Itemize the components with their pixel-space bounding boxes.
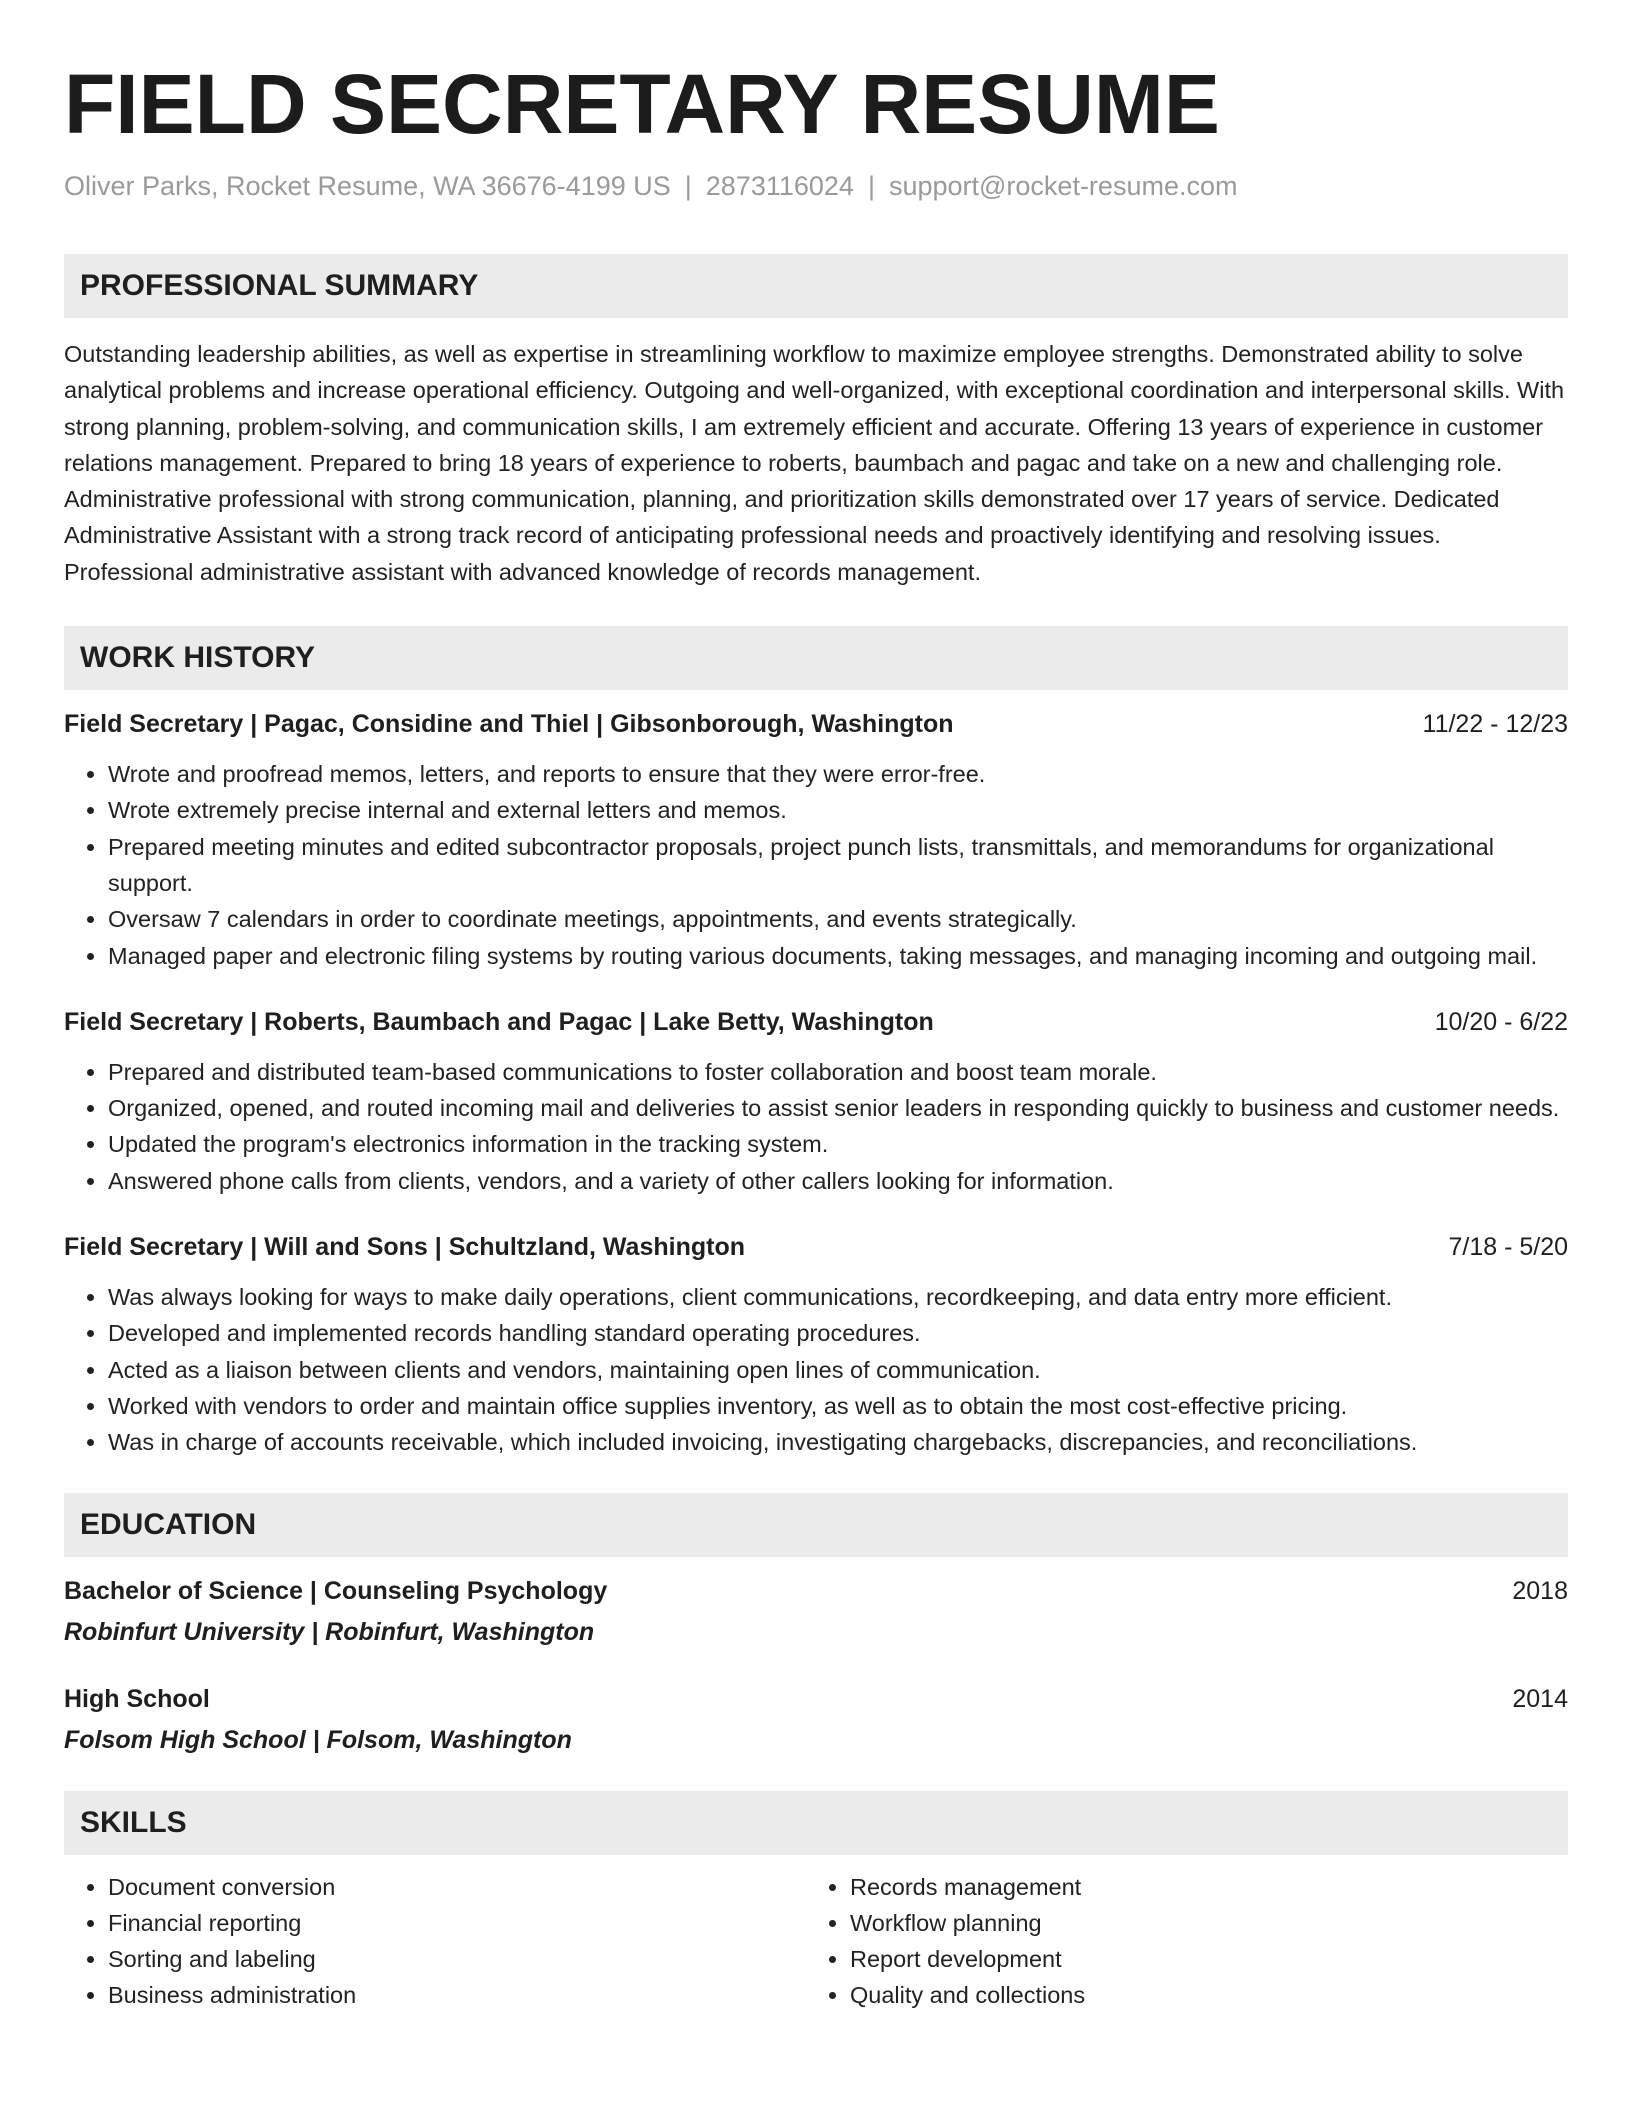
education-entry: [64, 1681, 1568, 1759]
job-entry: [64, 1229, 1568, 1460]
job-header: [64, 1229, 1568, 1265]
skill-item: • Workflow planning: [850, 1905, 1548, 1941]
contact-line: [64, 168, 1568, 204]
job-bullet: • Managed paper and electronic filing systems by routing various documents, taking messages, and managing incoming and outgoing mail.: [108, 938, 1568, 974]
contact-address: Oliver Parks, Rocket Resume, WA 36676-4199 US: [64, 171, 671, 201]
job-bullet: • Oversaw 7 calendars in order to coordinate meetings, appointments, and events strategically.: [108, 901, 1568, 937]
job-entry: [64, 1004, 1568, 1199]
job-dates: 7/18 - 5/20: [1448, 1233, 1568, 1262]
contact-separator: |: [684, 171, 692, 201]
skills-heading: SKILLS: [64, 1791, 1568, 1855]
job-title: Field Secretary | Will and Sons | Schultzland, Washington: [64, 1233, 745, 1262]
job-bullet: • Developed and implemented records handling standard operating procedures.: [108, 1315, 1568, 1351]
education-year: 2018: [1512, 1576, 1568, 1605]
education-entry: [64, 1573, 1568, 1651]
job-bullet: • Organized, opened, and routed incoming mail and deliveries to assist senior leaders in responding quickly to business and customer needs.: [108, 1090, 1568, 1126]
education-degree: Bachelor of Science | Counseling Psychology: [64, 1576, 608, 1605]
job-header: [64, 706, 1568, 742]
summary-text: Outstanding leadership abilities, as well as expertise in streamlining workflow to maximize employee strengths. Demonstrated ability to solve analytical problems and increase operational efficiency. Outgoing and well-organized, with exceptional coordination and interpersonal skills. With strong planning, problem-solving, and communication skills, I am extremely efficient and accurate. Offering 13 years of experience in customer relations management. Prepared to bring 18 years of experience to roberts, baumbach and pagac and take on a new and challenging role. Administrative professional with strong communication, planning, and prioritization skills demonstrated over 17 years of service. Dedicated Administrative Assistant with a strong track record of anticipating professional needs and proactively identifying and resolving issues. Professional administrative assistant with advanced knowledge of records management.: [64, 341, 1565, 585]
skill-item: • Business administration: [108, 1977, 806, 2013]
job-bullet: • Updated the program's electronics information in the tracking system.: [108, 1126, 1568, 1162]
job-bullet: • Acted as a liaison between clients and vendors, maintaining open lines of communication.: [108, 1352, 1568, 1388]
job-entry: [64, 706, 1568, 974]
job-bullet: • Prepared and distributed team-based communications to foster collaboration and boost team morale.: [108, 1054, 1568, 1090]
skills-list: [64, 1869, 1568, 2014]
skill-item: • Report development: [850, 1941, 1548, 1977]
job-bullet: • Was in charge of accounts receivable, which included invoicing, investigating chargebacks, discrepancies, and reconciliations.: [108, 1424, 1568, 1460]
skills-column-left: [64, 1869, 806, 2014]
contact-email: support@rocket-resume.com: [888, 171, 1238, 201]
skill-item: • Records management: [850, 1869, 1548, 1905]
job-bullet: • Wrote extremely precise internal and external letters and memos.: [108, 792, 1568, 828]
job-bullet: • Was always looking for ways to make daily operations, client communications, recordkeeping, and data entry more efficient.: [108, 1279, 1568, 1315]
job-dates: 10/20 - 6/22: [1434, 1007, 1568, 1036]
job-bullet: • Prepared meeting minutes and edited subcontractor proposals, project punch lists, transmittals, and memorandums for organizational support.: [108, 829, 1568, 902]
job-bullet: • Answered phone calls from clients, vendors, and a variety of other callers looking for information.: [108, 1163, 1568, 1199]
skill-item: • Document conversion: [108, 1869, 806, 1905]
education-degree: High School: [64, 1684, 210, 1713]
job-dates: 11/22 - 12/23: [1422, 710, 1568, 739]
job-bullet: • Worked with vendors to order and maintain office supplies inventory, as well as to obtain the most cost-effective pricing.: [108, 1388, 1568, 1424]
education-header: [64, 1573, 1568, 1609]
resume-page: [64, 56, 1568, 2014]
education-heading: EDUCATION: [64, 1493, 1568, 1557]
skill-item: • Quality and collections: [850, 1977, 1548, 2013]
contact-separator: |: [867, 171, 875, 201]
summary-heading: PROFESSIONAL SUMMARY: [64, 254, 1568, 318]
job-bullets: [64, 1054, 1568, 1199]
job-title: Field Secretary | Roberts, Baumbach and Pagac | Lake Betty, Washington: [64, 1007, 934, 1036]
skills-column-right: [806, 1869, 1548, 2014]
contact-phone: 2873116024: [705, 171, 854, 201]
job-title: Field Secretary | Pagac, Considine and Thiel | Gibsonborough, Washington: [64, 710, 954, 739]
job-bullets: [64, 1279, 1568, 1460]
job-header: [64, 1004, 1568, 1040]
education-school: Folsom High School | Folsom, Washington: [64, 1725, 572, 1754]
education-header: [64, 1681, 1568, 1717]
job-bullets: [64, 756, 1568, 974]
work-history-heading: WORK HISTORY: [64, 626, 1568, 690]
resume-title: FIELD SECRETARY RESUME: [64, 57, 1220, 151]
education-school: Robinfurt University | Robinfurt, Washington: [64, 1617, 595, 1646]
job-bullet: • Wrote and proofread memos, letters, and reports to ensure that they were error-free.: [108, 756, 1568, 792]
skill-item: • Sorting and labeling: [108, 1941, 806, 1977]
skill-item: • Financial reporting: [108, 1905, 806, 1941]
education-year: 2014: [1512, 1684, 1568, 1713]
